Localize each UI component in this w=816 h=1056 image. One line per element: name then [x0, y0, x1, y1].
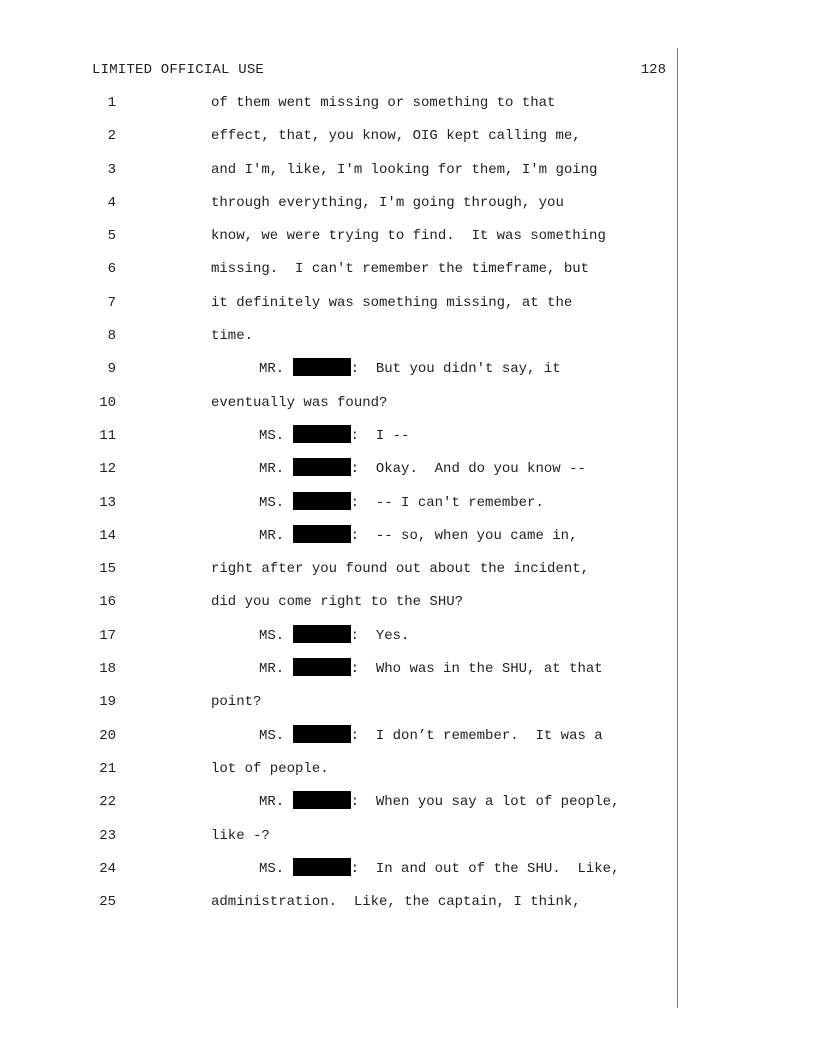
transcript-line: [0, 159, 816, 192]
transcript-line: [0, 725, 816, 758]
transcript-line: [0, 525, 816, 558]
transcript-line: [0, 791, 816, 824]
transcript-line: [0, 825, 816, 858]
line-number: 25: [99, 894, 116, 911]
line-text: time.: [211, 328, 254, 345]
speaker-label: MR.: [259, 361, 285, 378]
speaker-label: MR.: [259, 527, 285, 544]
line-number: 5: [107, 228, 116, 245]
line-number: 3: [107, 161, 116, 178]
speaker-label: MR.: [259, 794, 285, 811]
line-number: 18: [99, 661, 116, 678]
speaker-colon: :: [350, 661, 360, 678]
speaker-line: [259, 425, 409, 447]
speaker-colon: :: [350, 627, 360, 644]
line-number: 8: [107, 328, 116, 345]
line-text: of them went missing or something to that: [211, 95, 556, 111]
line-number: 1: [107, 95, 116, 111]
line-text: missing. I can't remember the timeframe, but: [211, 261, 590, 278]
line-text: it definitely was something missing, at the: [211, 294, 573, 311]
redaction-box: [293, 725, 351, 743]
line-number: 15: [99, 561, 116, 578]
speaker-colon: :: [350, 461, 360, 478]
speech-text: I --: [359, 427, 410, 444]
line-number: 24: [99, 860, 116, 877]
speaker-colon: :: [350, 527, 360, 544]
speaker-label: MS.: [259, 727, 285, 744]
transcript-line: [0, 891, 816, 924]
speaker-label: MS.: [259, 427, 285, 444]
line-number: 22: [99, 794, 116, 811]
line-text: effect, that, you know, OIG kept calling me,: [211, 128, 581, 145]
redaction-box: [293, 358, 351, 376]
transcript-line: [0, 658, 816, 691]
transcript-line: [0, 558, 816, 591]
line-text: eventually was found?: [211, 394, 388, 411]
speaker-line: [259, 791, 619, 813]
line-text: know, we were trying to find. It was something: [211, 228, 606, 245]
line-text: and I'm, like, I'm looking for them, I'm going: [211, 161, 598, 178]
speech-text: I don’t remember. It was a: [359, 727, 603, 744]
speaker-colon: :: [350, 427, 360, 444]
transcript-line: [0, 225, 816, 258]
speech-text: Okay. And do you know --: [359, 461, 586, 478]
speaker-line: [259, 858, 619, 880]
speaker-colon: :: [350, 361, 360, 378]
transcript-line: [0, 392, 816, 425]
line-number: 16: [99, 594, 116, 611]
line-number: 2: [107, 128, 116, 145]
redaction-box: [293, 425, 351, 443]
redaction-box: [293, 625, 351, 643]
transcript-line: [0, 625, 816, 658]
transcript-line: [0, 691, 816, 724]
redaction-box: [293, 658, 351, 676]
transcript-lines: [0, 92, 816, 924]
speaker-line: [259, 658, 603, 680]
redaction-box: [293, 791, 351, 809]
transcript-line: [0, 858, 816, 891]
line-number: 9: [107, 361, 116, 378]
speech-text: But you didn't say, it: [359, 361, 561, 378]
redaction-box: [293, 858, 351, 876]
transcript-line: [0, 492, 816, 525]
speaker-label: MS.: [259, 627, 285, 644]
line-number: 10: [99, 394, 116, 411]
transcript-line: [0, 292, 816, 325]
line-number: 11: [99, 427, 116, 444]
transcript-line: [0, 325, 816, 358]
line-number: 21: [99, 760, 116, 777]
redaction-box: [293, 492, 351, 510]
speaker-colon: :: [350, 794, 360, 811]
speech-text: -- I can't remember.: [359, 494, 544, 511]
line-text: right after you found out about the incident,: [211, 561, 590, 578]
line-number: 14: [99, 527, 116, 544]
line-number: 23: [99, 827, 116, 844]
speaker-label: MS.: [259, 494, 285, 511]
redaction-box: [293, 458, 351, 476]
speech-text: Yes.: [359, 627, 410, 644]
line-text: point?: [211, 694, 262, 711]
line-number: 20: [99, 727, 116, 744]
line-number: 12: [99, 461, 116, 478]
transcript-line: [0, 758, 816, 791]
speaker-line: [259, 492, 544, 514]
line-text: administration. Like, the captain, I think,: [211, 894, 581, 911]
speaker-line: [259, 458, 586, 480]
page-number: 128: [640, 62, 666, 78]
speaker-label: MR.: [259, 661, 285, 678]
line-text: like -?: [211, 827, 270, 844]
speaker-line: [259, 525, 577, 547]
classification-header: LIMITED OFFICIAL USE: [92, 62, 265, 78]
line-number: 6: [107, 261, 116, 278]
speech-text: -- so, when you came in,: [359, 527, 578, 544]
transcript-line: [0, 192, 816, 225]
transcript-line: [0, 258, 816, 291]
speaker-colon: :: [350, 494, 360, 511]
transcript-line: [0, 358, 816, 391]
speech-text: Who was in the SHU, at that: [359, 661, 603, 678]
speaker-colon: :: [350, 860, 360, 877]
line-number: 19: [99, 694, 116, 711]
speaker-label: MR.: [259, 461, 285, 478]
line-number: 17: [99, 627, 116, 644]
speaker-line: [259, 625, 409, 647]
line-text: through everything, I'm going through, you: [211, 194, 564, 211]
line-number: 7: [107, 294, 116, 311]
speaker-colon: :: [350, 727, 360, 744]
line-text: lot of people.: [211, 760, 329, 777]
transcript-line: [0, 92, 816, 125]
line-number: 4: [107, 194, 116, 211]
speech-text: In and out of the SHU. Like,: [359, 860, 620, 877]
transcript-line: [0, 425, 816, 458]
transcript-line: [0, 125, 816, 158]
line-text: did you come right to the SHU?: [211, 594, 464, 611]
speaker-line: [259, 725, 603, 747]
transcript-line: [0, 591, 816, 624]
line-number: 13: [99, 494, 116, 511]
speaker-line: [259, 358, 561, 380]
speaker-label: MS.: [259, 860, 285, 877]
redaction-box: [293, 525, 351, 543]
transcript-line: [0, 458, 816, 491]
speech-text: When you say a lot of people,: [359, 794, 620, 811]
